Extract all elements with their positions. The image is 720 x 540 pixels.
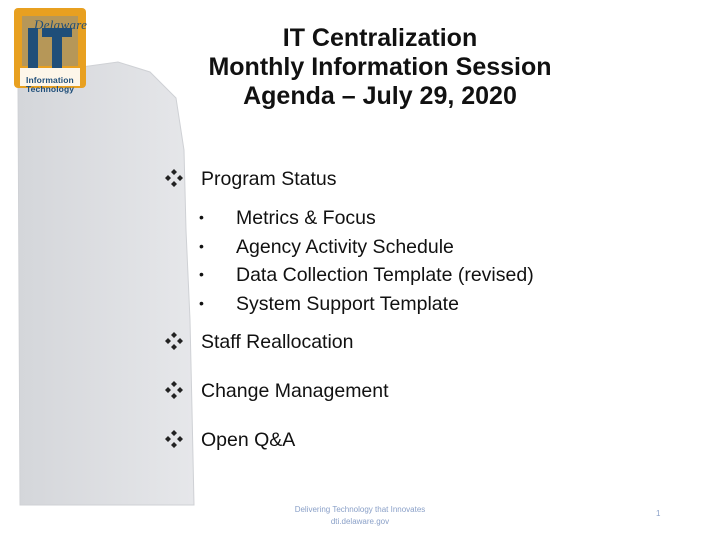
title-line-1: IT Centralization bbox=[282, 24, 478, 52]
sub-item-data-collection-template bbox=[199, 262, 534, 287]
agenda-item-label: Open Q&A bbox=[201, 429, 296, 451]
four-diamond-icon bbox=[165, 169, 183, 187]
agenda-item-open-qa bbox=[165, 428, 295, 452]
page-number: 1 bbox=[656, 509, 661, 518]
agenda-item-program-status bbox=[165, 167, 336, 191]
agenda-item-label: Change Management bbox=[201, 380, 389, 402]
slide-footer bbox=[260, 504, 460, 528]
bullet-icon: • bbox=[199, 209, 204, 225]
four-diamond-icon bbox=[165, 381, 183, 399]
logo-state-word: Delaware bbox=[34, 17, 88, 32]
sub-item-agency-activity-schedule bbox=[199, 234, 454, 259]
title-line-2: Monthly Information Session bbox=[208, 53, 552, 81]
bullet-icon: • bbox=[199, 295, 204, 311]
sub-item-metrics-focus bbox=[199, 205, 376, 230]
bullet-icon: • bbox=[199, 238, 204, 254]
sub-item-label: Agency Activity Schedule bbox=[236, 236, 454, 258]
agenda-item-label: Program Status bbox=[201, 168, 337, 190]
agenda-item-label: Staff Reallocation bbox=[201, 331, 354, 353]
logo-line-technology: Technology bbox=[26, 84, 75, 94]
sub-item-label: System Support Template bbox=[236, 293, 459, 315]
title-line-3: Agenda – July 29, 2020 bbox=[243, 82, 517, 110]
sub-item-label: Data Collection Template (revised) bbox=[236, 264, 534, 286]
slide-title bbox=[170, 24, 590, 111]
delaware-it-logo bbox=[14, 8, 88, 94]
agenda-item-change-management bbox=[165, 379, 389, 403]
footer-tagline: Delivering Technology that Innovates bbox=[294, 505, 426, 514]
sub-item-system-support-template bbox=[199, 291, 459, 316]
agenda-item-staff-reallocation bbox=[165, 330, 354, 354]
bullet-icon: • bbox=[199, 266, 204, 282]
sub-item-label: Metrics & Focus bbox=[236, 207, 376, 229]
four-diamond-icon bbox=[165, 430, 183, 448]
footer-website: dti.delaware.gov bbox=[330, 517, 390, 526]
four-diamond-icon bbox=[165, 332, 183, 350]
logo-line-information: Information bbox=[26, 75, 74, 85]
